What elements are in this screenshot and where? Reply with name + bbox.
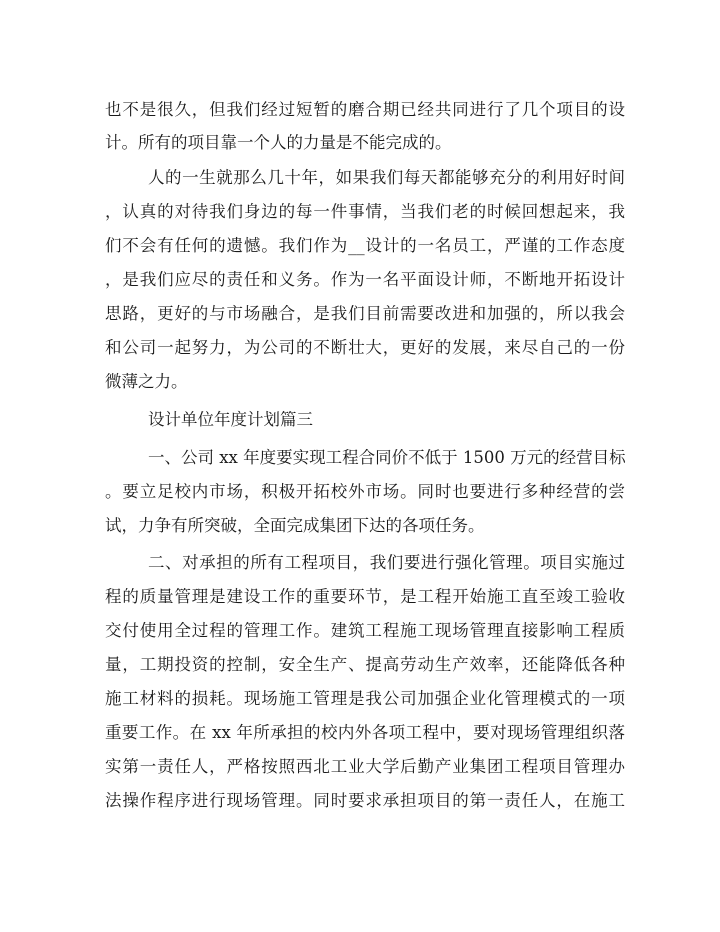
paragraph-2-line-2: ，认真的对待我们身边的每一件事情，当我们老的时候回想起来，我 <box>105 202 625 221</box>
paragraph-4-line-3: 交付使用全过程的管理工作。建筑工程施工现场管理直接影响工程质 <box>105 621 625 640</box>
paragraph-2-line-3: 们不会有任何的遗憾。我们作为__设计的一名员工，严谨的工作态度 <box>105 236 625 255</box>
paragraph-4-line-1: 二、对承担的所有工程项目，我们要进行强化管理。项目实施过 <box>148 553 625 572</box>
paragraph-4-line-7: 实第一责任人，严格按照西北工业大学后勤产业集团工程项目管理办 <box>105 757 625 776</box>
paragraph-4-line-6: 重要工作。在 xx 年所承担的校内外各项工程中，要对现场管理组织落 <box>105 723 625 742</box>
paragraph-2-line-7: 微薄之力。 <box>105 372 188 391</box>
paragraph-1-line-2: 计。所有的项目靠一个人的力量是不能完成的。 <box>105 133 452 152</box>
paragraph-2-line-4: ，是我们应尽的责任和义务。作为一名平面设计师，不断地开拓设计 <box>105 270 625 289</box>
paragraph-2-line-6: 和公司一起努力，为公司的不断壮大，更好的发展，来尽自己的一份 <box>105 338 625 357</box>
paragraph-4-line-4: 量，工期投资的控制，安全生产、提高劳动生产效率，还能降低各种 <box>105 655 625 674</box>
paragraph-3-line-1: 一、公司 xx 年度要实现工程合同价不低于 1500 万元的经营目标 <box>148 448 626 467</box>
paragraph-4-line-5: 施工材料的损耗。现场施工管理是我公司加强企业化管理模式的一项 <box>105 689 625 708</box>
paragraph-2-line-1: 人的一生就那么几十年，如果我们每天都能够充分的利用好时间 <box>148 168 625 187</box>
paragraph-3-line-2: 。要立足校内市场，积极开拓校外市场。同时也要进行多种经营的尝 <box>105 482 625 501</box>
paragraph-2-line-5: 思路，更好的与市场融合，是我们目前需要改进和加强的，所以我会 <box>105 304 625 323</box>
paragraph-4-line-2: 程的质量管理是建设工作的重要环节，是工程开始施工直至竣工验收 <box>105 587 625 606</box>
paragraph-3-line-3: 试，力争有所突破，全面完成集团下达的各项任务。 <box>105 516 485 535</box>
paragraph-1-line-1: 也不是很久，但我们经过短暂的磨合期已经共同进行了几个项目的设 <box>105 100 625 119</box>
paragraph-4-line-8: 法操作程序进行现场管理。同时要求承担项目的第一责任人，在施工 <box>105 791 625 810</box>
section-heading: 设计单位年度计划篇三 <box>148 410 313 429</box>
